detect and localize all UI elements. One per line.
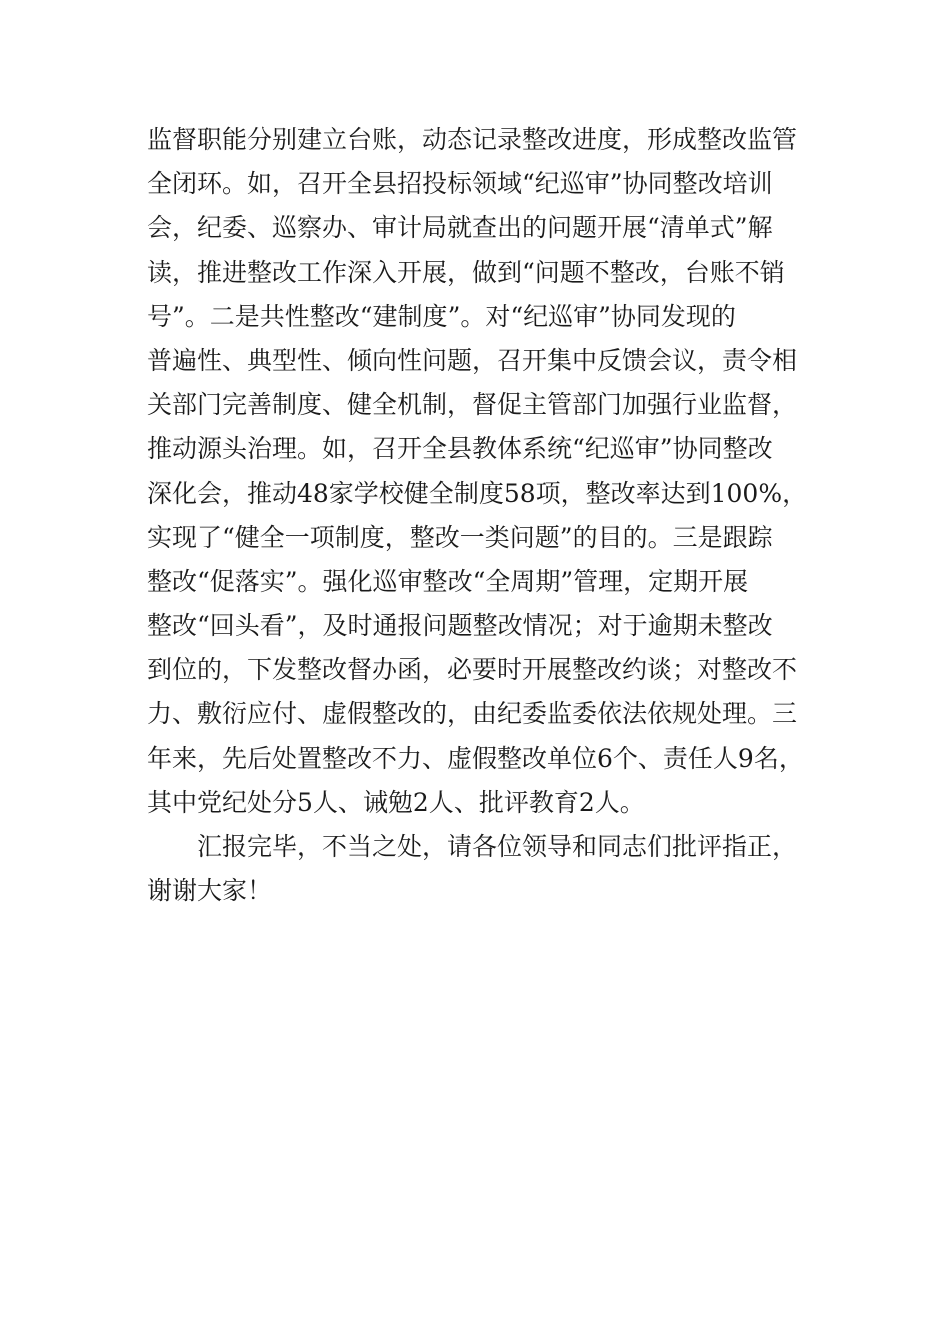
text-line: 力、敷衍应付、虚假整改的，由纪委监委依法依规处理。三 xyxy=(147,699,798,729)
text-line: 读，推进整改工作深入开展，做到“问题不整改，台账不销 xyxy=(147,257,785,287)
text-line: 整改“促落实”。强化巡审整改“全周期”管理，定期开展 xyxy=(147,566,749,596)
text-line: 到位的，下发整改督办函，必要时开展整改约谈；对整改不 xyxy=(147,655,798,685)
closing-paragraph-first-line: 汇报完毕，不当之处，请各位领导和同志们批评指正， xyxy=(197,832,798,861)
text-line: 整改“回头看”，及时通报问题整改情况；对于逾期未整改 xyxy=(147,611,773,641)
text-line: 关部门完善制度、健全机制，督促主管部门加强行业监督， xyxy=(147,390,798,420)
text-line: 深化会，推动48家学校健全制度58项，整改率达到100%， xyxy=(147,478,808,508)
text-line: 监督职能分别建立台账，动态记录整改进度，形成整改监管 xyxy=(147,125,798,154)
text-line: 年来，先后处置整改不力、虚假整改单位6个、责任人9名， xyxy=(147,743,804,773)
text-line: 推动源头治理。如，召开全县教体系统“纪巡审”协同整改 xyxy=(147,434,773,464)
text-line: 全闭环。如，召开全县招投标领域“纪巡审”协同整改培训 xyxy=(147,169,773,199)
text-line: 其中党纪处分5人、诫勉2人、批评教育2人。 xyxy=(147,787,645,817)
text-line: 实现了“健全一项制度，整改一类问题”的目的。三是跟踪 xyxy=(147,522,773,552)
document-body xyxy=(147,118,827,913)
closing-paragraph-last-line: 谢谢大家！ xyxy=(147,876,273,906)
text-line: 普遍性、典型性、倾向性问题，召开集中反馈会议，责令相 xyxy=(147,345,798,375)
text-line: 会，纪委、巡察办、审计局就查出的问题开展“清单式”解 xyxy=(147,213,773,243)
text-line: 号”。二是共性整改“建制度”。对“纪巡审”协同发现的 xyxy=(147,301,736,331)
